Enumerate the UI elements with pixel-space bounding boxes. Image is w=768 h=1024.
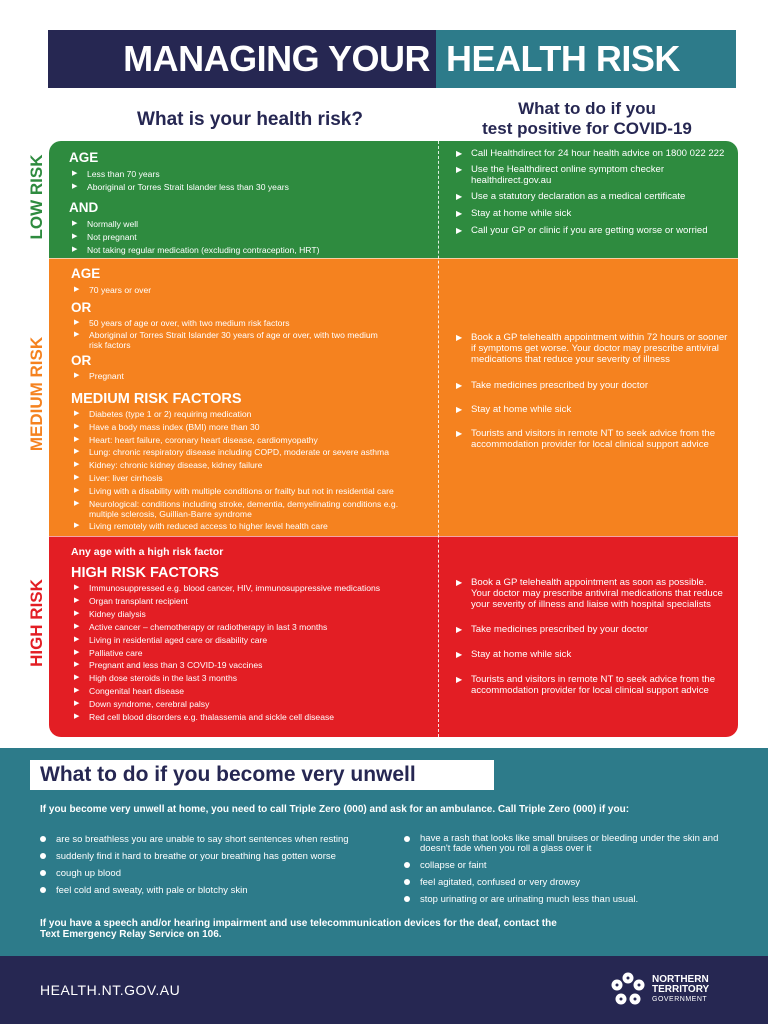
list-item: ▶ High dose steroids in the last 3 months xyxy=(71,672,431,685)
medium-risk-criteria xyxy=(71,266,431,533)
low-age-list xyxy=(69,168,429,194)
list-item: are so breathless you are unable to say short sentences when resting xyxy=(40,834,380,845)
list-item: ▶ Aboriginal or Torres Strait Islander 30 years of age or over, with two medium risk factors xyxy=(71,330,391,350)
list-item: ▶ Aboriginal or Torres Strait Islander less than 30 years xyxy=(69,181,429,194)
medium-or-heading: OR xyxy=(71,299,92,315)
list-item: ▶ Active cancer – chemotherapy or radiotherapy in last 3 months xyxy=(71,621,431,634)
band-separator xyxy=(49,536,738,537)
unwell-symptoms-right xyxy=(404,834,734,911)
list-item: ▶ Organ transplant recipient xyxy=(71,595,431,608)
low-risk-label: LOW RISK xyxy=(27,154,46,240)
list-item: suddenly find it hard to breathe or your breathing has gotten worse xyxy=(40,851,380,862)
list-item: ▶ Living remotely with reduced access to higher level health care xyxy=(71,520,431,533)
list-item: ▶ Tourists and visitors in remote NT to seek advice from the accommodation provider for local clinical support advice xyxy=(453,674,728,696)
flower-emblem-icon xyxy=(608,970,648,1010)
high-risk-label: HIGH RISK xyxy=(27,579,46,667)
list-item: ▶ Palliative care xyxy=(71,647,431,660)
medium-age-heading: AGE xyxy=(71,266,101,281)
medium-pregnant-list xyxy=(71,370,431,383)
list-item: ▶ Have a body mass index (BMI) more than 30 xyxy=(71,421,431,434)
unwell-intro: If you become very unwell at home, you need to call Triple Zero (000) and ask for an ambulance. Call Triple Zero (000) if you: xyxy=(40,804,630,815)
list-item: ▶ 50 years of age or over, with two medium risk factors xyxy=(71,317,391,330)
list-item: ▶ Pregnant and less than 3 COVID-19 vaccines xyxy=(71,659,431,672)
logo-line-3: GOVERNMENT xyxy=(652,996,708,1003)
unwell-title-box xyxy=(30,760,494,790)
list-item: ▶ Use the Healthdirect online symptom checker healthdirect.gov.au xyxy=(453,164,728,186)
low-and-list xyxy=(69,218,429,257)
title-part-1: MANAGING YOUR xyxy=(123,38,430,79)
title-banner xyxy=(48,30,736,88)
high-factors-heading: HIGH RISK FACTORS xyxy=(71,565,219,581)
title-left-block xyxy=(48,30,436,88)
medium-factors-list xyxy=(71,408,431,533)
high-risk-criteria xyxy=(71,545,431,724)
logo-line-1: NORTHERN xyxy=(652,974,709,985)
unwell-symptoms-left xyxy=(40,834,380,902)
medium-risk-actions xyxy=(453,332,728,450)
list-item: ▶ Take medicines prescribed by your doctor xyxy=(453,624,728,635)
medium-age-list xyxy=(71,284,431,297)
high-actions-list xyxy=(453,577,728,696)
low-actions-list xyxy=(453,148,728,236)
list-item: ▶ Down syndrome, cerebral palsy xyxy=(71,698,431,711)
title-right-block xyxy=(436,30,736,88)
list-item: ▶ Not taking regular medication (excluding contraception, HRT) xyxy=(69,244,429,257)
list-item: collapse or faint xyxy=(404,860,734,871)
high-intro: Any age with a high risk factor xyxy=(71,546,224,558)
band-separator xyxy=(49,258,738,259)
list-item: ▶ Immunosuppressed e.g. blood cancer, HIV, immunosuppressive medications xyxy=(71,582,431,595)
list-item: ▶ 70 years or over xyxy=(71,284,431,297)
list-item: ▶ Living in residential aged care or disability care xyxy=(71,634,431,647)
unwell-title: What to do if you become very unwell xyxy=(40,763,416,786)
medium-factors-heading: MEDIUM RISK FACTORS xyxy=(71,390,242,407)
list-item: ▶ Kidney dialysis xyxy=(71,608,431,621)
list-item: ▶ Tourists and visitors in remote NT to seek advice from the accommodation provider for local clinical support advice xyxy=(453,428,728,450)
title-part-2: HEALTH RISK xyxy=(446,38,680,79)
website-link[interactable]: HEALTH.NT.GOV.AU xyxy=(40,982,181,998)
list-item: ▶ Lung: chronic respiratory disease including COPD, moderate or severe asthma xyxy=(71,446,431,459)
column-header-actions xyxy=(442,99,732,139)
list-item: ▶ Stay at home while sick xyxy=(453,649,728,660)
high-factors-list xyxy=(71,582,431,724)
list-item: ▶ Red cell blood disorders e.g. thalassemia and sickle cell disease xyxy=(71,711,431,724)
list-item: stop urinating or are urinating much less than usual. xyxy=(404,894,734,905)
list-item: ▶ Neurological: conditions including stroke, dementia, demyelinating conditions e.g. multiple sclerosis, Guillian-Barre syndrome xyxy=(71,499,401,519)
column-divider xyxy=(438,141,439,737)
column-header-actions-line2: test positive for COVID-19 xyxy=(482,119,692,138)
list-item: feel agitated, confused or very drowsy xyxy=(404,877,734,888)
list-item: feel cold and sweaty, with pale or blotchy skin xyxy=(40,885,380,896)
list-item: ▶ Call your GP or clinic if you are getting worse or worried xyxy=(453,225,728,236)
list-item: ▶ Heart: heart failure, coronary heart disease, cardiomyopathy xyxy=(71,434,431,447)
list-item: ▶ Call Healthdirect for 24 hour health advice on 1800 022 222 xyxy=(453,148,728,159)
unwell-section xyxy=(0,748,768,956)
list-item: ▶ Less than 70 years xyxy=(69,168,429,181)
column-header-risk: What is your health risk? xyxy=(137,109,363,130)
list-item: cough up blood xyxy=(40,868,380,879)
medium-actions-list xyxy=(453,332,728,450)
column-header-actions-line1: What to do if you xyxy=(518,99,656,118)
logo-wordmark xyxy=(652,975,709,1005)
list-item: ▶ Living with a disability with multiple conditions or frailty but not in residential care xyxy=(71,485,431,498)
medium-risk-label: MEDIUM RISK xyxy=(27,336,46,452)
list-item: ▶ Diabetes (type 1 or 2) requiring medication xyxy=(71,408,431,421)
high-risk-actions xyxy=(453,577,728,696)
list-item: ▶ Book a GP telehealth appointment as soon as possible. Your doctor may prescribe antiviral medications that reduce your severity of illness and liaise with hospital specialists xyxy=(453,577,728,610)
low-and-heading: AND xyxy=(69,199,99,215)
relay-service-note: If you have a speech and/or hearing impairment and use telecommunication devices for the deaf, contact the Text Emergency Relay Service on 106. xyxy=(40,918,557,940)
footer xyxy=(0,956,768,1024)
list-item: ▶ Not pregnant xyxy=(69,231,429,244)
low-age-heading: AGE xyxy=(69,150,99,165)
medium-or-heading: OR xyxy=(71,352,92,368)
low-risk-actions xyxy=(453,148,728,236)
medium-or-list xyxy=(71,317,391,350)
list-item: ▶ Book a GP telehealth appointment within 72 hours or sooner if symptoms get worse. Your doctor may prescribe antiviral medications that reduce your severity of illness xyxy=(453,332,728,365)
logo-line-2: TERRITORY xyxy=(652,984,710,995)
list-item: ▶ Kidney: chronic kidney disease, kidney failure xyxy=(71,459,431,472)
list-item: ▶ Stay at home while sick xyxy=(453,208,728,219)
list-item: ▶ Pregnant xyxy=(71,370,431,383)
low-risk-criteria xyxy=(69,150,429,257)
list-item: have a rash that looks like small bruises or bleeding under the skin and doesn't fade when you roll a glass over it xyxy=(404,834,734,854)
nt-government-logo xyxy=(608,970,728,1010)
list-item: ▶ Liver: liver cirrhosis xyxy=(71,472,431,485)
risk-table xyxy=(49,141,738,737)
list-item: ▶ Normally well xyxy=(69,218,429,231)
list-item: ▶ Take medicines prescribed by your doctor xyxy=(453,380,728,391)
list-item: ▶ Stay at home while sick xyxy=(453,404,728,415)
list-item: ▶ Congenital heart disease xyxy=(71,685,431,698)
list-item: ▶ Use a statutory declaration as a medical certificate xyxy=(453,191,728,202)
